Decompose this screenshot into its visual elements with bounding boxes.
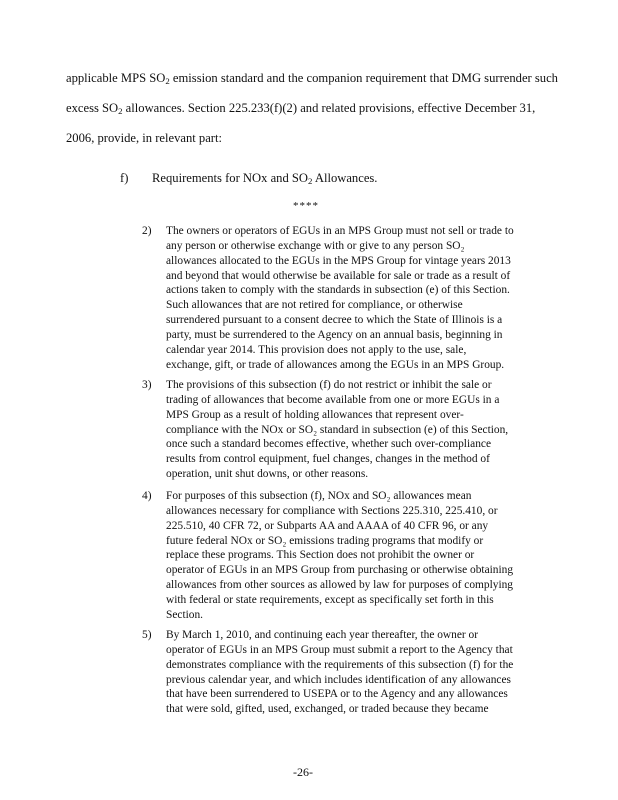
- item-line: actions taken to comply with the standards in subsection (e) of this Section.: [166, 284, 510, 297]
- item-line: that were sold, gifted, used, exchanged, or traded because they became: [166, 703, 489, 716]
- item-line: that have been surrendered to USEPA or to the Agency and any allowances: [166, 688, 508, 701]
- item-line: operator of EGUs in an MPS Group from purchasing or otherwise obtaining: [166, 564, 514, 577]
- item-line: future federal NOx or SO₂ emissions trading programs that modify or: [166, 534, 484, 547]
- item-line: results from control equipment, fuel changes, changes in the method of: [166, 453, 490, 466]
- item-line: once such a standard becomes effective, whether such over-compliance: [166, 438, 491, 451]
- item-line: previous calendar year, and which includes identification of any allowances: [166, 673, 511, 686]
- section-title: Requirements for NOx and $SO_2$ Allowances.: [152, 171, 378, 186]
- item-line: Section.: [166, 608, 204, 621]
- omission-stars: ****: [293, 200, 319, 212]
- item-line: replace these programs. This Section does not prohibit the owner or: [166, 549, 475, 562]
- item-line: demonstrates compliance with the requirements of this subsection (f) for the: [166, 658, 514, 671]
- item-body: [166, 628, 538, 717]
- item-number: 3): [142, 379, 152, 391]
- item-line: and beyond that would otherwise be available for sale or trade as a result of: [166, 269, 511, 282]
- item-line: operator of EGUs in an MPS Group must submit a report to the Agency that: [166, 643, 513, 656]
- item-line: allowances necessary for compliance with Sections 225.310, 225.410, or: [166, 504, 498, 517]
- item-line: MPS Group as a result of holding allowances that represent over-: [166, 408, 464, 421]
- item-line: By March 1, 2010, and continuing each year thereafter, the owner or: [166, 629, 479, 641]
- item-number: 4): [142, 490, 152, 502]
- item-body: [166, 378, 538, 482]
- item-line: with federal or state requirements, except as specifically set forth in this: [166, 593, 494, 606]
- intro-line-2: excess $SO_2$ allowances. Section 225.233(f)(2) and related provisions, effective December 31,: [66, 101, 536, 116]
- item-line: compliance with the NOx or SO₂ standard in subsection (e) of this Section,: [166, 423, 509, 436]
- intro-line-3: 2006, provide, in relevant part:: [66, 131, 222, 145]
- item-line: party, must be surrendered to the Agency on an annual basis, beginning in: [166, 328, 503, 341]
- item-line: surrendered pursuant to a consent decree to which the State of Illinois is a: [166, 314, 503, 327]
- page-number: -26-: [293, 765, 313, 779]
- item-line: allowances from other sources as allowed by law for purposes of complying: [166, 579, 514, 592]
- item-body: [166, 489, 538, 623]
- item-line: 225.510, 40 CFR 72, or Subparts AA and AAAA of 40 CFR 96, or any: [166, 519, 489, 532]
- item-line: The owners or operators of EGUs in an MPS Group must not sell or trade to: [166, 225, 514, 237]
- section-letter: f): [120, 171, 129, 185]
- item-number: 5): [142, 629, 152, 641]
- item-line: trading of allowances that become available from one or more EGUs in a: [166, 393, 500, 406]
- item-line: The provisions of this subsection (f) do not restrict or inhibit the sale or: [166, 379, 492, 391]
- item-line: allowances allocated to the EGUs in the MPS Group for vintage years 2013: [166, 254, 511, 267]
- item-line: exchange, gift, or trade of allowances among the EGUs in an MPS Group.: [166, 358, 505, 371]
- item-number: 2): [142, 225, 152, 237]
- item-line: calendar year 2014. This provision does not apply to the use, sale,: [166, 343, 467, 356]
- item-line: operation, unit shut downs, or other reasons.: [166, 468, 369, 481]
- intro-line-1: applicable MPS $SO_2$ emission standard and the companion requirement that DMG surrender such: [66, 71, 558, 86]
- item-body: [166, 224, 538, 372]
- item-line: Such allowances that are not retired for compliance, or otherwise: [166, 299, 463, 312]
- item-line: any person or otherwise exchange with or give to any person SO₂: [166, 239, 465, 252]
- item-line: For purposes of this subsection (f), NOx and SO₂ allowances mean: [166, 490, 472, 502]
